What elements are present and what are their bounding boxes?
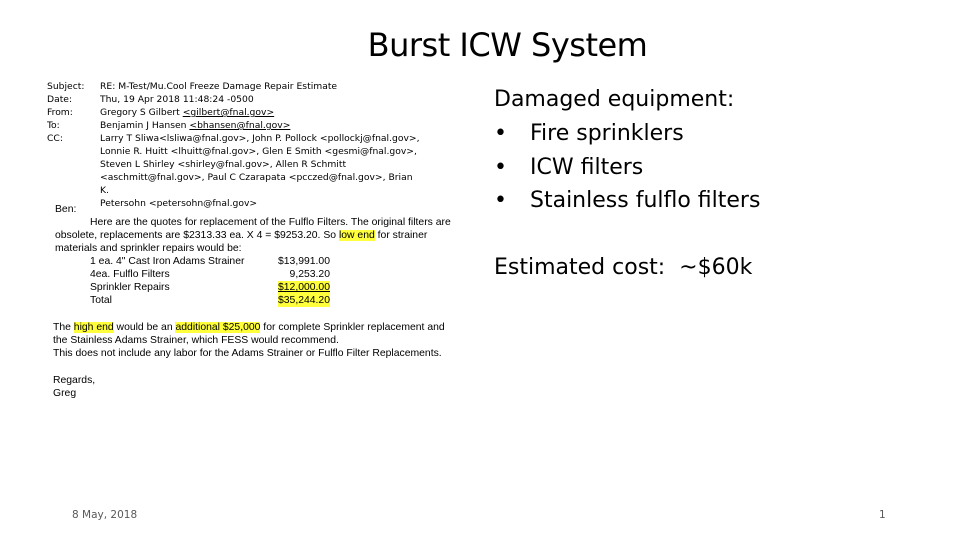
bullet-icon: •: [494, 154, 507, 180]
para1-line-3: materials and sprinkler repairs would be:: [55, 243, 242, 254]
cost-row: Sprinkler Repairs $12,000.00: [90, 282, 330, 293]
page-number: 1: [879, 509, 886, 521]
para2-line-1: The high end would be an additional $25,000 for complete Sprinkler replacement and: [53, 322, 445, 333]
cost-list: [90, 255, 330, 307]
estimated-cost: Estimated cost: ~$60k: [494, 255, 753, 280]
para1-line-2: obsolete, replacements are $2313.33 ea. X 4 = $9253.20. So low end for strainer: [55, 230, 428, 241]
cost-row: 1 ea. 4" Cast Iron Adams Strainer $13,991.00: [90, 256, 330, 267]
from-email-link[interactable]: <gilbert@fnal.gov>: [182, 107, 275, 118]
damaged-equipment-heading: Damaged equipment:: [494, 87, 735, 112]
email-to: Benjamin J Hansen <bhansen@fnal.gov>: [100, 120, 291, 131]
list-item: • Fire sprinklers: [494, 117, 760, 151]
cc-line-2: Lonnie R. Huitt <lhuitt@fnal.gov>, Glen E Smith <gesmi@fnal.gov>,: [100, 146, 417, 157]
email-subject: RE: M-Test/Mu.Cool Freeze Damage Repair Estimate: [100, 81, 338, 92]
equipment-list: [494, 117, 760, 218]
list-item: • Stainless fulflo filters: [494, 184, 760, 218]
cost-amount: $13,991.00: [277, 256, 330, 267]
cost-row: 4ea. Fulflo Filters 9,253.20: [90, 269, 330, 280]
email-from: Gregory S Gilbert <gilbert@fnal.gov>: [100, 107, 275, 118]
high-end-highlight: high end: [73, 322, 114, 333]
list-item: • ICW filters: [494, 151, 760, 185]
para1-line-1: Here are the quotes for replacement of the Fulflo Filters. The original filters are: [90, 217, 451, 228]
footer-date: 8 May, 2018: [72, 509, 138, 521]
email-signoff: Regards, Greg: [53, 375, 96, 399]
cc-line-4: <aschmitt@fnal.gov>, Paul C Czarapata <pcczed@fnal.gov>, Brian K.: [100, 172, 413, 196]
from-label: From:: [47, 107, 73, 118]
para2-line-2: the Stainless Adams Strainer, which FESS would recommend.: [53, 335, 339, 346]
cc-line-5: Petersohn <petersohn@fnal.gov>: [100, 198, 258, 209]
cost-row-total: Total $35,244.20: [90, 295, 330, 306]
date-label: Date:: [47, 94, 73, 105]
additional-highlight: additional $25,000: [175, 322, 261, 333]
to-label: To:: [47, 120, 60, 131]
cc-line-1: Larry T Sliwa<lsliwa@fnal.gov>, John P. Pollock <pollockj@fnal.gov>,: [100, 133, 420, 144]
bullet-icon: •: [494, 121, 507, 146]
bullet-icon: •: [494, 188, 507, 213]
low-end-highlight: low end: [338, 230, 375, 241]
email-paragraph-1: [55, 216, 485, 255]
cc-line-3: Steven L Shirley <shirley@fnal.gov>, Allen R Schmitt: [100, 159, 347, 170]
subject-label: Subject:: [47, 81, 85, 92]
to-email-link[interactable]: <bhansen@fnal.gov>: [189, 120, 291, 131]
slide-title: Burst ICW System: [367, 26, 648, 64]
cost-amount: 9,253.20: [289, 269, 330, 280]
email-header-values: [100, 80, 420, 210]
email-header-labels: [47, 80, 97, 145]
email-greeting: Ben:: [55, 204, 77, 215]
cost-total-amount: $35,244.20: [277, 295, 330, 306]
cc-label: CC:: [47, 133, 63, 144]
para2-line-3: This does not include any labor for the Adams Strainer or Fulflo Filter Replacements.: [53, 348, 442, 359]
cost-amount: $12,000.00: [277, 282, 330, 293]
email-date: Thu, 19 Apr 2018 11:48:24 -0500: [100, 94, 254, 105]
email-paragraph-2: [53, 321, 493, 360]
